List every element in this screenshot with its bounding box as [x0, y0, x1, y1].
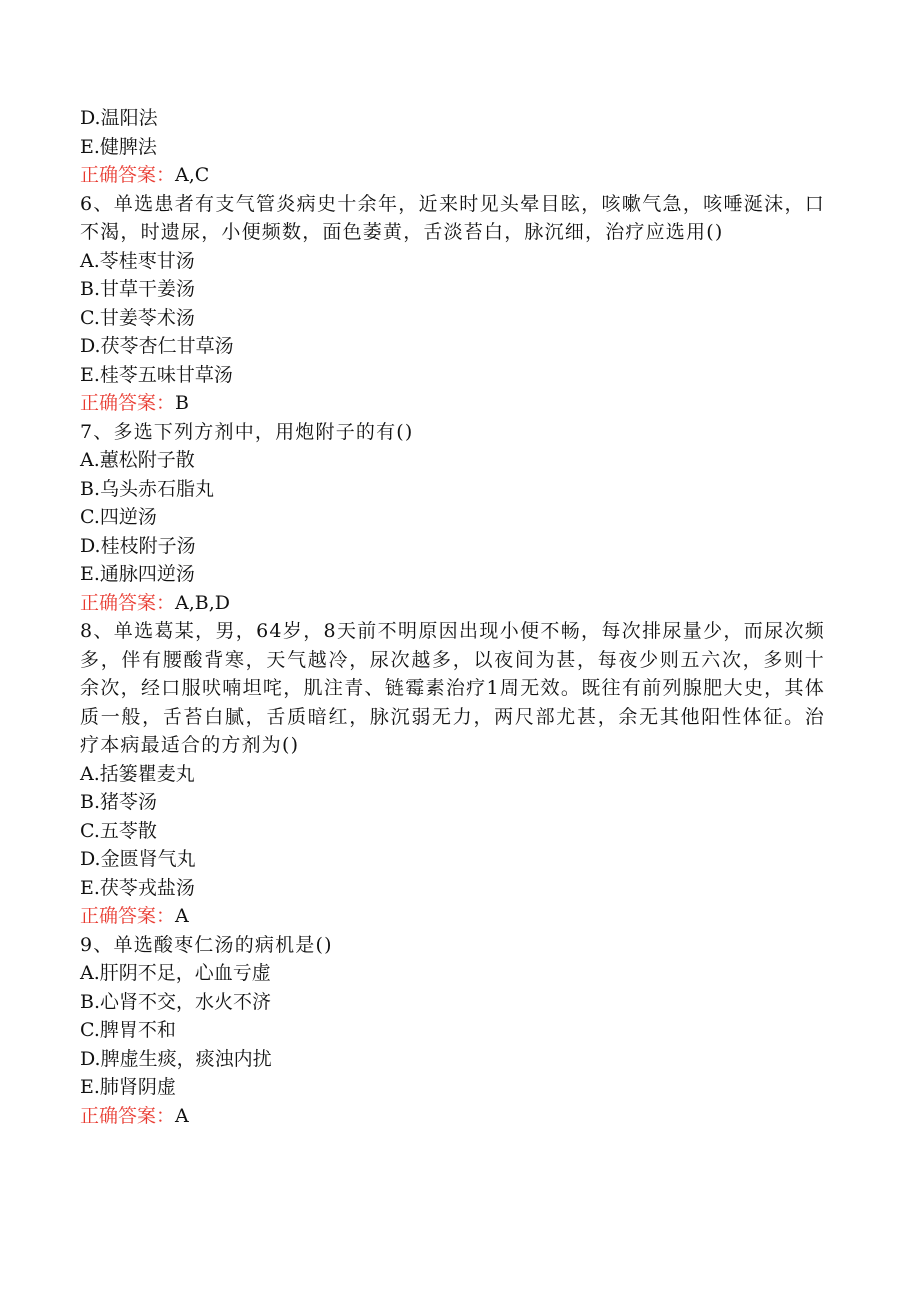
question-9: [80, 931, 825, 1131]
question-6: [80, 190, 825, 418]
option-d: D.温阳法: [80, 107, 158, 129]
answer-label: 正确答案：: [80, 164, 176, 186]
answer-line: [80, 902, 825, 931]
option-c: C.四逆汤: [80, 506, 157, 528]
option-a: A.蕙松附子散: [80, 449, 195, 471]
option-d: D.脾虚生痰，痰浊内扰: [80, 1047, 272, 1070]
answer-label: 正确答案：: [80, 392, 176, 414]
option-b: B.乌头赤石脂丸: [80, 477, 215, 500]
option-e: E.茯苓戎盐汤: [80, 876, 195, 899]
answer-value: A,B,D: [175, 591, 231, 614]
answer-line: [80, 389, 825, 418]
option-c: C.甘姜苓术汤: [80, 306, 195, 329]
option-d: D.茯苓杏仁甘草汤: [80, 335, 234, 357]
question-stem: 7、多选下列方剂中，用炮附子的有(): [80, 420, 414, 443]
option-e: E.健脾法: [80, 135, 157, 158]
option-b: B.猪苓汤: [80, 791, 158, 813]
question-stem: 9、单选酸枣仁汤的病机是(): [80, 933, 333, 956]
answer-value: B: [175, 392, 189, 414]
answer-label: 正确答案：: [80, 905, 176, 927]
option-c: C.五苓散: [80, 819, 157, 842]
option-c: C.脾胃不和: [80, 1019, 176, 1041]
document-page: [80, 104, 825, 1130]
answer-line: [80, 1102, 825, 1131]
answer-label: 正确答案：: [80, 1104, 176, 1127]
answer-line: [80, 589, 825, 618]
option-a: A.肝阴不足，心血亏虚: [80, 962, 271, 984]
answer-value: A,C: [175, 164, 210, 186]
question-stem: 8、单选葛某，男，64岁，8天前不明原因出现小便不畅，每次排尿量少，而尿次频多，伴有腰酸背寒，天气越冷，尿次越多，以夜间为甚，每夜少则五六次，多则十余次，经口服吠喃坦咤，肌注青、链霉素治疗1周无效。既往有前列腺肥大史，其体质一般，舌苔白腻，舌质暗红，脉沉弱无力，两尺部尤甚，余无其他阳性体征。治疗本病最适合的方剂为(): [80, 620, 825, 756]
answer-value: A: [175, 905, 189, 927]
option-e: E.桂苓五味甘草汤: [80, 363, 233, 386]
question-8: [80, 617, 825, 931]
option-b: B.甘草干姜汤: [80, 278, 196, 300]
option-a: A.括篓瞿麦丸: [80, 762, 195, 785]
question-7: [80, 418, 825, 618]
option-e: E.肺肾阴虚: [80, 1076, 176, 1098]
option-d: D.桂枝附子汤: [80, 534, 196, 557]
option-d: D.金匮肾气丸: [80, 848, 196, 870]
option-e: E.通脉四逆汤: [80, 563, 195, 585]
option-b: B.心肾不交，水火不济: [80, 990, 272, 1013]
answer-label: 正确答案：: [80, 591, 176, 614]
question-stem: 6、单选患者有支气管炎病史十余年，近来时见头晕目眩，咳嗽气急，咳唾涎沫，口不渴，时遗尿，小便频数，面色萎黄，舌淡苔白，脉沉细，治疗应选用(): [80, 192, 825, 243]
answer-value: A: [175, 1104, 189, 1127]
option-a: A.苓桂枣甘汤: [80, 249, 195, 272]
answer-line: [80, 161, 825, 190]
